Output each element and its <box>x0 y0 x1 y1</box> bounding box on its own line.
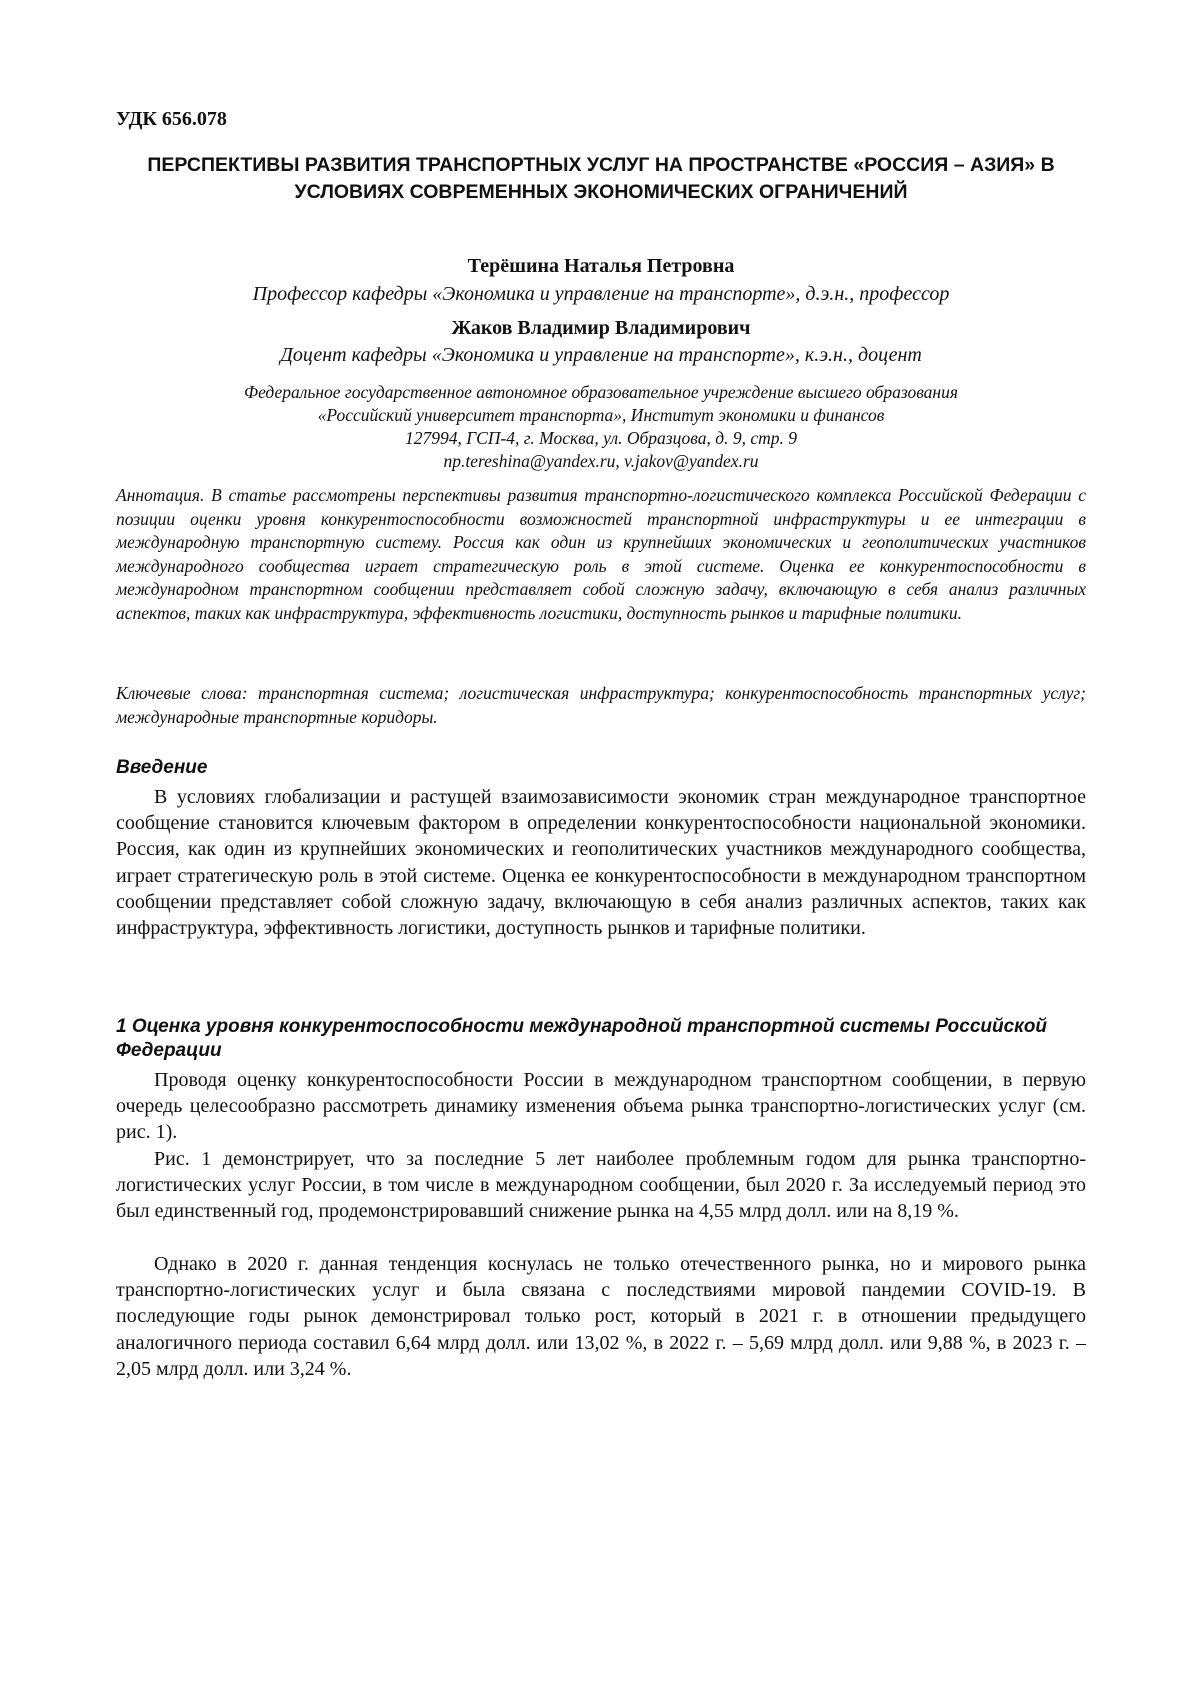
author-position: Профессор кафедры «Экономика и управление на транспорте», д.э.н., профессор <box>116 283 1086 306</box>
institution-name: Федеральное государственное автономное образовательное учреждение высшего образования <box>116 381 1086 404</box>
body-paragraph: Рис. 1 демонстрирует, что за последние 5 лет наиболее проблемным годом для рынка транспортно-логистических услуг России, в том числе в международном сообщении, был 2020 г. За исследуемый период это был единственный год, продемонстрировавший снижение рынка на 4,55 млрд долл. или на 8,19 %. <box>116 1146 1086 1225</box>
section-heading: 1 Оценка уровня конкурентоспособности международной транспортной системы Российской Федерации <box>116 1015 1086 1063</box>
institution-name: «Российский университет транспорта», Институт экономики и финансов <box>116 404 1086 427</box>
intro-heading: Введение <box>116 756 1086 780</box>
institution-block <box>116 381 1086 473</box>
author-emails: np.tereshina@yandex.ru, v.jakov@yandex.ru <box>116 450 1086 473</box>
institution-address: 127994, ГСП-4, г. Москва, ул. Образцова, д. 9, стр. 9 <box>116 427 1086 450</box>
author-name: Терёшина Наталья Петровна <box>116 255 1086 278</box>
body-paragraph: Однако в 2020 г. данная тенденция коснулась не только отечественного рынка, но и мирового рынка транспортно-логистических услуг и была связана с последствиями мировой пандемии COVID-19. В последующие годы рынок демонстрировал только рост, который в 2021 г. в отношении предыдущего аналогичного периода составил 6,64 млрд долл. или 13,02 %, в 2022 г. – 5,69 млрд долл. или 9,88 %, в 2023 г. – 2,05 млрд долл. или 3,24 %. <box>116 1251 1086 1382</box>
udk-code: УДК 656.078 <box>116 108 227 131</box>
author-name: Жаков Владимир Владимирович <box>116 317 1086 340</box>
abstract: Аннотация. В статье рассмотрены перспективы развития транспортно-логистического комплекса Российской Федерации с позиции оценки уровня конкурентоспособности возможностей транспортной инфраструктуры и ее интеграции в международную транспортную систему. Россия как один из крупнейших экономических и геополитических участников международного сообщества играет стратегическую роль в этой системе. Оценка ее конкурентоспособности в международном транспортном сообщении представляет собой сложную задачу, включающую в себя анализ различных аспектов, таких как инфраструктура, эффективность логистики, доступность рынков и тарифные политики. <box>116 484 1086 626</box>
article-title: ПЕРСПЕКТИВЫ РАЗВИТИЯ ТРАНСПОРТНЫХ УСЛУГ НА ПРОСТРАНСТВЕ «РОССИЯ – АЗИЯ» В УСЛОВИЯХ СОВРЕМЕННЫХ ЭКОНОМИЧЕСКИХ ОГРАНИЧЕНИЙ <box>116 152 1086 205</box>
body-paragraph: Проводя оценку конкурентоспособности России в международном транспортном сообщении, в первую очередь целесообразно рассмотреть динамику изменения объема рынка транспортно-логистических услуг (см. рис. 1). <box>116 1067 1086 1146</box>
keywords: Ключевые слова: транспортная система; логистическая инфраструктура; конкурентоспособность транспортных услуг; международные транспортные коридоры. <box>116 682 1086 729</box>
author-position: Доцент кафедры «Экономика и управление на транспорте», к.э.н., доцент <box>116 344 1086 367</box>
intro-paragraph: В условиях глобализации и растущей взаимозависимости экономик стран международное транспортное сообщение становится ключевым фактором в определении конкурентоспособности национальной экономики. Россия, как один из крупнейших экономических и геополитических участников международного сообщества, играет стратегическую роль в этой системе. Оценка ее конкурентоспособности в международном транспортном сообщении представляет собой сложную задачу, включающую в себя анализ различных аспектов, таких как инфраструктура, эффективность логистики, доступность рынков и тарифные политики. <box>116 784 1086 941</box>
